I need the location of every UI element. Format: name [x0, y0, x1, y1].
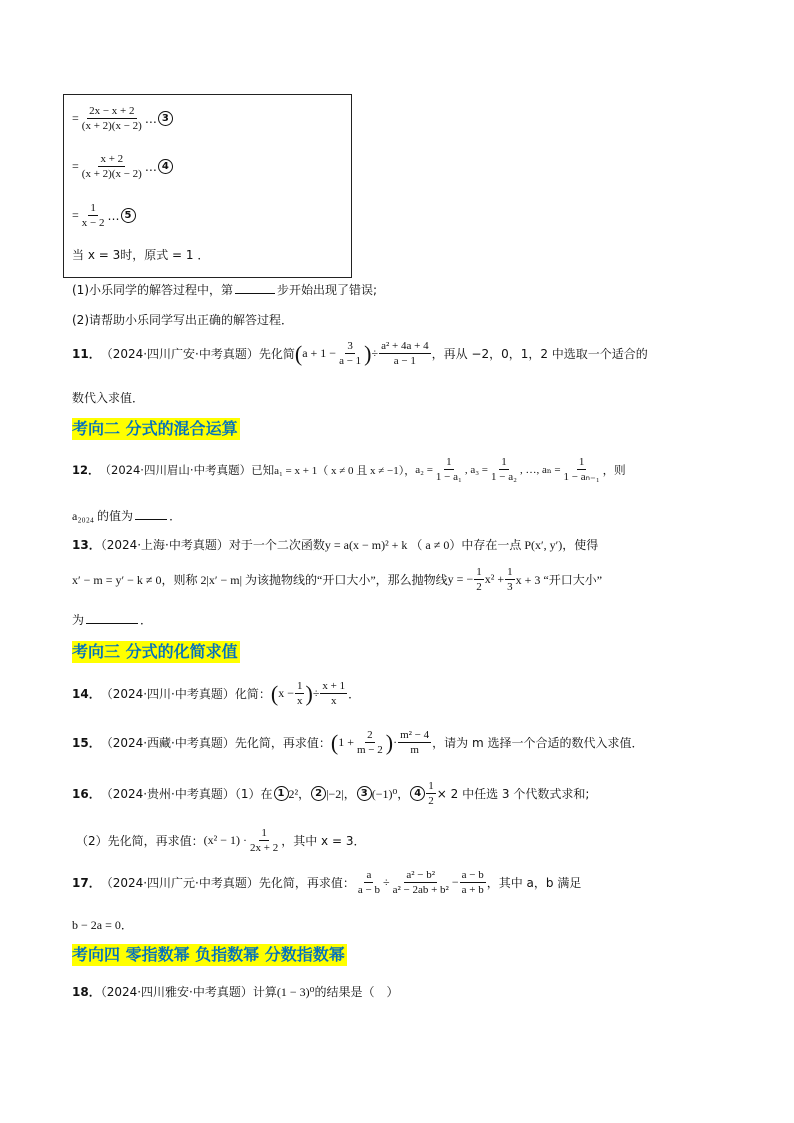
equals: = — [72, 208, 79, 222]
numerator: 1 — [501, 456, 507, 468]
question-source: （2024·四川广元·中考真题）先化简，再求值： — [100, 876, 355, 890]
question-number: 11． — [72, 347, 101, 361]
question-tail: ，请为 m 选择一个合适的数代入求值． — [432, 736, 644, 750]
question-source: （2024·四川雅安·中考真题）计算 — [100, 985, 277, 999]
question-tail: × 2 中任选 3 个代数式求和; — [436, 787, 590, 801]
left-paren: ( — [270, 680, 279, 706]
expression: 1 + — [338, 735, 354, 749]
question-text: （2）先化简，再求值： — [76, 834, 204, 848]
fraction — [320, 679, 347, 708]
left-paren: ( — [330, 729, 339, 755]
numerator: 2x − x + 2 — [89, 105, 135, 117]
question-number: 14． — [72, 687, 101, 701]
question-11 — [72, 339, 648, 368]
equals: = — [72, 111, 79, 125]
denominator: x — [296, 695, 303, 707]
fraction — [248, 826, 280, 855]
expression: , …, aₙ = — [519, 464, 561, 476]
minus-sign: − — [451, 875, 459, 889]
answer-blank[interactable] — [86, 611, 138, 624]
period: ． — [348, 687, 361, 701]
right-paren: ) — [364, 340, 372, 366]
dots: … — [144, 111, 157, 126]
left-paren: ( — [294, 340, 303, 366]
fraction — [295, 679, 305, 708]
numerator: 1 — [476, 566, 482, 578]
question-number: 13． — [72, 538, 101, 552]
expression: a₂₀₂₄ 的值为 — [72, 509, 134, 523]
expression: (1 − 3)⁰ — [276, 985, 315, 999]
question-14 — [72, 679, 360, 708]
question-13-line3 — [72, 611, 152, 628]
denominator: a² − 2ab + b² — [392, 884, 449, 896]
dots: … — [107, 208, 120, 223]
right-paren: ) — [305, 680, 313, 706]
expression: 2²， — [288, 787, 311, 801]
box-result: 当 x = 3时，原式 = 1 ． — [72, 248, 210, 262]
denominator: (x + 2)(x − 2) — [81, 120, 142, 132]
question-13-line2 — [72, 565, 602, 594]
fraction — [80, 201, 107, 230]
denominator: a − 1 — [393, 355, 416, 367]
box-step-4 — [72, 152, 173, 181]
question-source: （2024·四川·中考真题）化简： — [100, 687, 271, 701]
denominator: 1 − aₙ₋₁ — [563, 471, 600, 483]
denominator: x — [331, 695, 337, 707]
question-18 — [72, 983, 398, 1000]
question-tail: ，其中 x = 3． — [281, 834, 366, 848]
denominator: a − 1 — [339, 355, 362, 367]
numerator: 1 — [507, 566, 513, 578]
question-tail: ，再从 −2，0，1，2 中选取一个适合的 — [431, 347, 648, 361]
question-number: 18． — [72, 985, 101, 999]
question-source: （2024·上海·中考真题）对于一个二次函数 — [100, 538, 325, 552]
expression: |−2|， — [326, 787, 356, 801]
fraction — [80, 152, 144, 181]
numerator: 1 — [578, 456, 585, 468]
section-heading: 考向二 分式的混合运算 — [72, 419, 238, 438]
expression: (−1)⁰， — [371, 787, 410, 801]
fraction — [355, 728, 385, 757]
numerator: a − b — [461, 869, 484, 881]
numerator: a² − b² — [406, 869, 436, 881]
q10-part2: (2)请帮助小乐同学写出正确的解答过程． — [72, 313, 293, 327]
right-paren: ) — [385, 729, 394, 755]
question-source: （2024·西藏·中考真题）先化简，再求值： — [100, 736, 331, 750]
option-marker: 1 — [274, 786, 289, 801]
label: 为 — [72, 613, 85, 627]
section-heading: 考向四 零指数幂 负指数幂 分数指数幂 — [72, 945, 345, 964]
expression: a + 1 − — [302, 346, 337, 360]
denominator: 1 − a₁ — [435, 471, 462, 483]
fraction — [356, 868, 382, 897]
expression: (x² − 1) · — [203, 833, 247, 847]
fraction — [398, 728, 431, 757]
numerator: x + 1 — [322, 680, 346, 692]
period: ． — [169, 509, 182, 523]
question-tail: 的结果是（ ） — [314, 985, 399, 999]
fraction — [460, 868, 486, 897]
divide-sign: ÷ — [312, 686, 320, 700]
fraction — [426, 779, 436, 808]
question-tail: ，其中 a，b 满足 — [486, 876, 582, 890]
expression: a₁ = x + 1（ x ≠ 0 且 x ≠ −1）， — [274, 464, 416, 477]
question-number: 17． — [72, 876, 101, 890]
question-source: （2024·四川广安·中考真题）先化简 — [100, 347, 295, 361]
numerator: 1 — [446, 456, 452, 468]
denominator: a + b — [461, 884, 484, 896]
denominator: 2 — [476, 581, 482, 593]
question-12 — [72, 455, 626, 484]
step-marker: 3 — [158, 111, 173, 126]
expression: x′ − m = y′ − k ≠ 0，则称 2|x′ − m| 为该抛物线的“开口大小”，那么抛物线 — [72, 573, 448, 587]
fraction — [489, 455, 519, 484]
fraction — [474, 565, 484, 594]
expression: x² + — [484, 572, 505, 586]
q10-part1-tail: 步开始出现了错误; — [277, 283, 378, 297]
q10-part1-text: (1)小乐同学的解答过程中，第 — [72, 283, 233, 297]
question-16 — [72, 779, 589, 808]
denominator: 2 — [428, 795, 434, 807]
denominator: 3 — [507, 581, 513, 593]
denominator: 2x + 2 — [250, 842, 279, 854]
section-heading: 考向三 分式的化简求值 — [72, 642, 238, 661]
question-15 — [72, 728, 643, 757]
fraction — [505, 565, 515, 594]
fraction — [562, 455, 602, 484]
fraction — [80, 104, 144, 133]
numerator: 3 — [347, 340, 353, 352]
question-tail: ，则 — [602, 462, 626, 477]
box-step-3 — [72, 104, 173, 133]
period: ． — [140, 613, 153, 627]
expression: x + 3 “开口大小” — [515, 573, 603, 587]
expression: , a₃ = — [464, 463, 489, 476]
denominator: 1 − a₂ — [491, 471, 517, 483]
denominator: m − 2 — [356, 744, 383, 756]
answer-blank[interactable] — [135, 507, 167, 520]
denominator: a − b — [357, 884, 380, 896]
denominator: (x + 2)(x − 2) — [81, 168, 142, 180]
numerator: 1 — [261, 827, 267, 839]
divide-sign: ÷ — [371, 346, 379, 360]
fraction — [337, 339, 363, 368]
question-source: （2024·贵州·中考真题）（1）在 — [100, 787, 273, 801]
option-marker: 2 — [311, 786, 326, 801]
numerator: a — [366, 869, 372, 881]
expression: y = a(x − m)² + k （ a ≠ 0）中存在一点 P(x′, y′)，使得 — [324, 538, 599, 552]
multiply-dot: · — [393, 735, 398, 749]
numerator: x + 2 — [100, 153, 124, 165]
fraction — [379, 339, 430, 368]
step-marker: 5 — [121, 208, 136, 223]
fraction — [391, 868, 451, 897]
question-source: （2024·四川眉山·中考真题）已知 — [99, 462, 275, 477]
question-number: 16． — [72, 787, 101, 801]
denominator: x − 2 — [81, 217, 105, 229]
answer-blank[interactable] — [235, 281, 275, 294]
numerator: m² − 4 — [400, 729, 430, 741]
question-11-line2: 数代入求值． — [72, 391, 145, 405]
fraction — [434, 455, 464, 484]
numerator: 2 — [367, 729, 373, 741]
question-16-part2 — [76, 826, 365, 855]
numerator: a² + 4a + 4 — [381, 340, 429, 352]
numerator: 1 — [90, 202, 96, 214]
expression: a₂ = — [415, 463, 433, 476]
question-number: 15． — [72, 736, 101, 750]
q10-part1 — [72, 281, 377, 298]
equals: = — [72, 159, 79, 173]
option-marker: 3 — [357, 786, 372, 801]
dots: … — [144, 159, 157, 174]
divide-sign: ÷ — [382, 875, 390, 889]
expression: y = − — [447, 572, 474, 586]
question-17-line2: b − 2a = 0． — [72, 918, 133, 932]
box-step-5 — [72, 201, 136, 230]
numerator: 1 — [428, 780, 434, 792]
question-12-line2 — [72, 507, 181, 524]
expression: x − — [278, 686, 294, 700]
question-13 — [72, 536, 598, 553]
question-number: 12． — [72, 462, 100, 477]
numerator: 1 — [296, 680, 303, 692]
option-marker: 4 — [410, 786, 425, 801]
question-17 — [72, 868, 581, 897]
denominator: m — [410, 744, 419, 756]
step-marker: 4 — [158, 159, 173, 174]
